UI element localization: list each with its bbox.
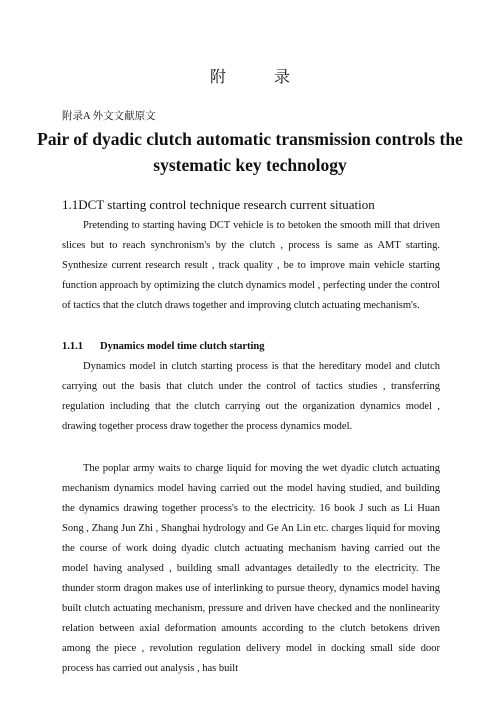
subsection-paragraph-1: Dynamics model in clutch starting process is that the hereditary model and clutch carrying out the basis that clutch under the control of tactics studies , transferring regulation including that the clutch carrying out the organization dynamics model , drawing together process draw together the process dynamics model. bbox=[62, 361, 440, 432]
subsection-title: Dynamics model time clutch starting bbox=[100, 341, 265, 352]
subsection-number: 1.1.1 bbox=[62, 341, 83, 352]
appendix-label: 附录A 外文文献原文 bbox=[62, 111, 156, 122]
paper-title: Pair of dyadic clutch automatic transmission controls the systematic key technology bbox=[37, 129, 463, 175]
section-heading: 1.1DCT starting control technique research current situation bbox=[62, 197, 375, 212]
subsection-paragraph-2: The poplar army waits to charge liquid for moving the wet dyadic clutch actuating mechanism dynamics model having carried out the model having studied, and building the dynamics drawing together process's to the electricity. 16 book J such as Li Huan Song , Zhang Jun Zhi , Shanghai hydrology and Ge An Lin etc. charges liquid for moving the course of work doing dyadic clutch actuating mechanism having carried out the model having analysed , building small advantages detailedly to the electricity. The thunder storm dragon makes use of interlinking to pursue theory, dynamics model having built clutch actuating mechanism, pressure and driven have checked and the nonlinearity relation between axial deformation amounts according to the clutch betokens driven among the piece , revolution regulation delivery model in docking small side door process has carried out analysis , has built bbox=[62, 463, 440, 674]
appendix-title: 附 录 bbox=[209, 69, 312, 86]
subsection-heading bbox=[62, 341, 264, 352]
section-paragraph: Pretending to starting having DCT vehicle is to betoken the smooth mill that driven slices but to reach synchronism's by the clutch , process is same as AMT starting. Synthesize current research result , track quality , be to improve main vehicle starting function approach by optimizing the clutch dynamics model , perfecting under the control of tactics that the clutch draws together and improving clutch actuating mechanism's. bbox=[62, 220, 440, 311]
